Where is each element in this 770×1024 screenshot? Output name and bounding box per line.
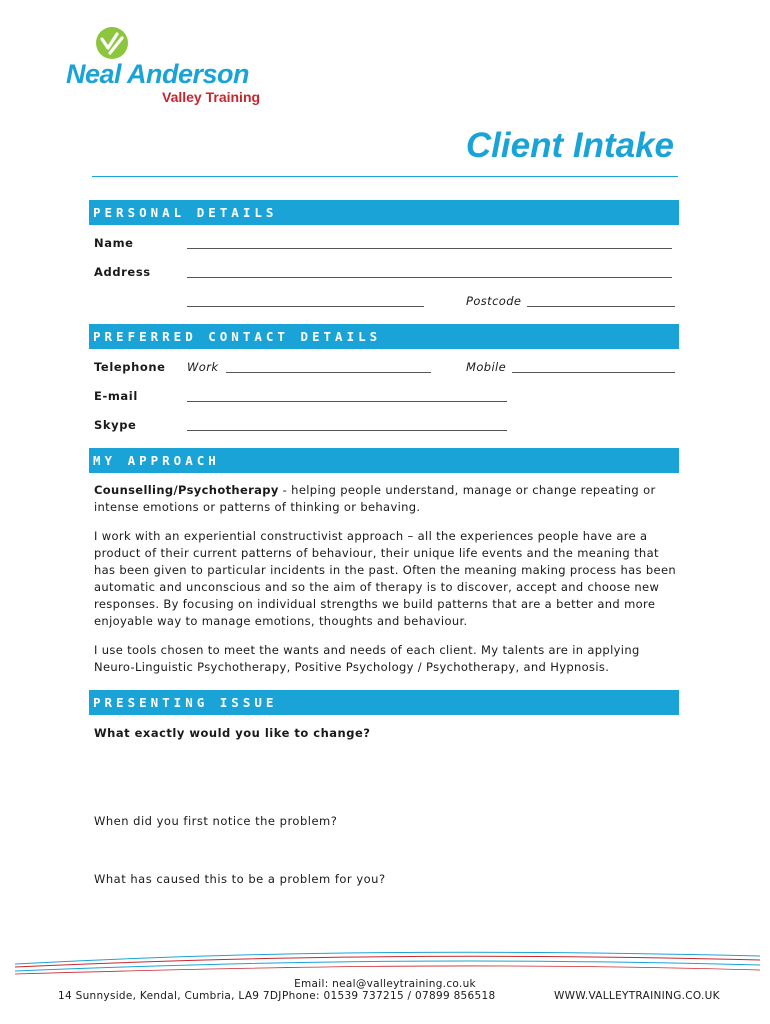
email-label: E-mail	[94, 389, 138, 403]
approach-paragraph-1	[94, 482, 684, 516]
approach-definition: - helping people understand, manage or change repeating or intense emotions or patterns of thinking or behaving.	[94, 483, 656, 514]
section-header-approach: MY APPROACH	[89, 448, 679, 473]
email-field[interactable]	[187, 401, 507, 402]
skype-label: Skype	[94, 418, 137, 432]
approach-paragraph-2: I work with an experiential constructivist approach – all the experiences people have are a product of their current patterns of behaviour, their unique life events and the meaning that has been given to particular incidents in the past. Often the meaning making process has been automatic and unconscious and so the aim of therapy is to discover, accept and choose new responses. By focusing on individual strengths we build patterns that are a better and more enjoyable way to manage emotions, thoughts and behaviour.	[94, 529, 677, 628]
mobile-label: Mobile	[466, 360, 507, 374]
company-logo	[66, 26, 296, 110]
mobile-phone-field[interactable]	[512, 372, 675, 373]
postcode-field[interactable]	[527, 306, 675, 307]
question-first-notice: When did you first notice the problem?	[94, 814, 338, 828]
address-field-line1[interactable]	[187, 277, 672, 278]
footer-email[interactable]: Email: neal@valleytraining.co.uk	[294, 978, 476, 990]
approach-term: Counselling/Psychotherapy	[94, 483, 279, 497]
logo-mark-icon	[95, 26, 129, 60]
section-header-issue: PRESENTING ISSUE	[89, 690, 679, 715]
name-field[interactable]	[187, 248, 672, 249]
section-header-personal: PERSONAL DETAILS	[89, 200, 679, 225]
address-label: Address	[94, 265, 151, 279]
page-title: Client Intake	[465, 126, 674, 165]
footer-website[interactable]: WWW.VALLEYTRAINING.CO.UK	[554, 990, 720, 1002]
logo-name: Neal Anderson	[66, 59, 250, 89]
title-divider	[92, 176, 678, 177]
question-change: What exactly would you like to change?	[94, 726, 371, 740]
skype-field[interactable]	[187, 430, 507, 431]
section-header-contact: PREFERRED CONTACT DETAILS	[89, 324, 679, 349]
telephone-label: Telephone	[94, 360, 166, 374]
work-label: Work	[187, 360, 219, 374]
question-cause: What has caused this to be a problem for you?	[94, 872, 386, 886]
name-label: Name	[94, 236, 134, 250]
approach-paragraph-3: I use tools chosen to meet the wants and needs of each client. My talents are in applying Neuro-Linguistic Psychotherapy, Positive Psychology / Psychotherapy, and Hypnosis.	[94, 643, 640, 674]
footer-address: 14 Sunnyside, Kendal, Cumbria, LA9 7DJ	[58, 990, 282, 1002]
address-field-line2[interactable]	[187, 306, 424, 307]
logo-subtitle: Valley Training	[162, 89, 261, 105]
work-phone-field[interactable]	[226, 372, 431, 373]
footer-phone: Phone: 01539 737215 / 07899 856518	[282, 990, 496, 1002]
postcode-label: Postcode	[466, 294, 522, 308]
